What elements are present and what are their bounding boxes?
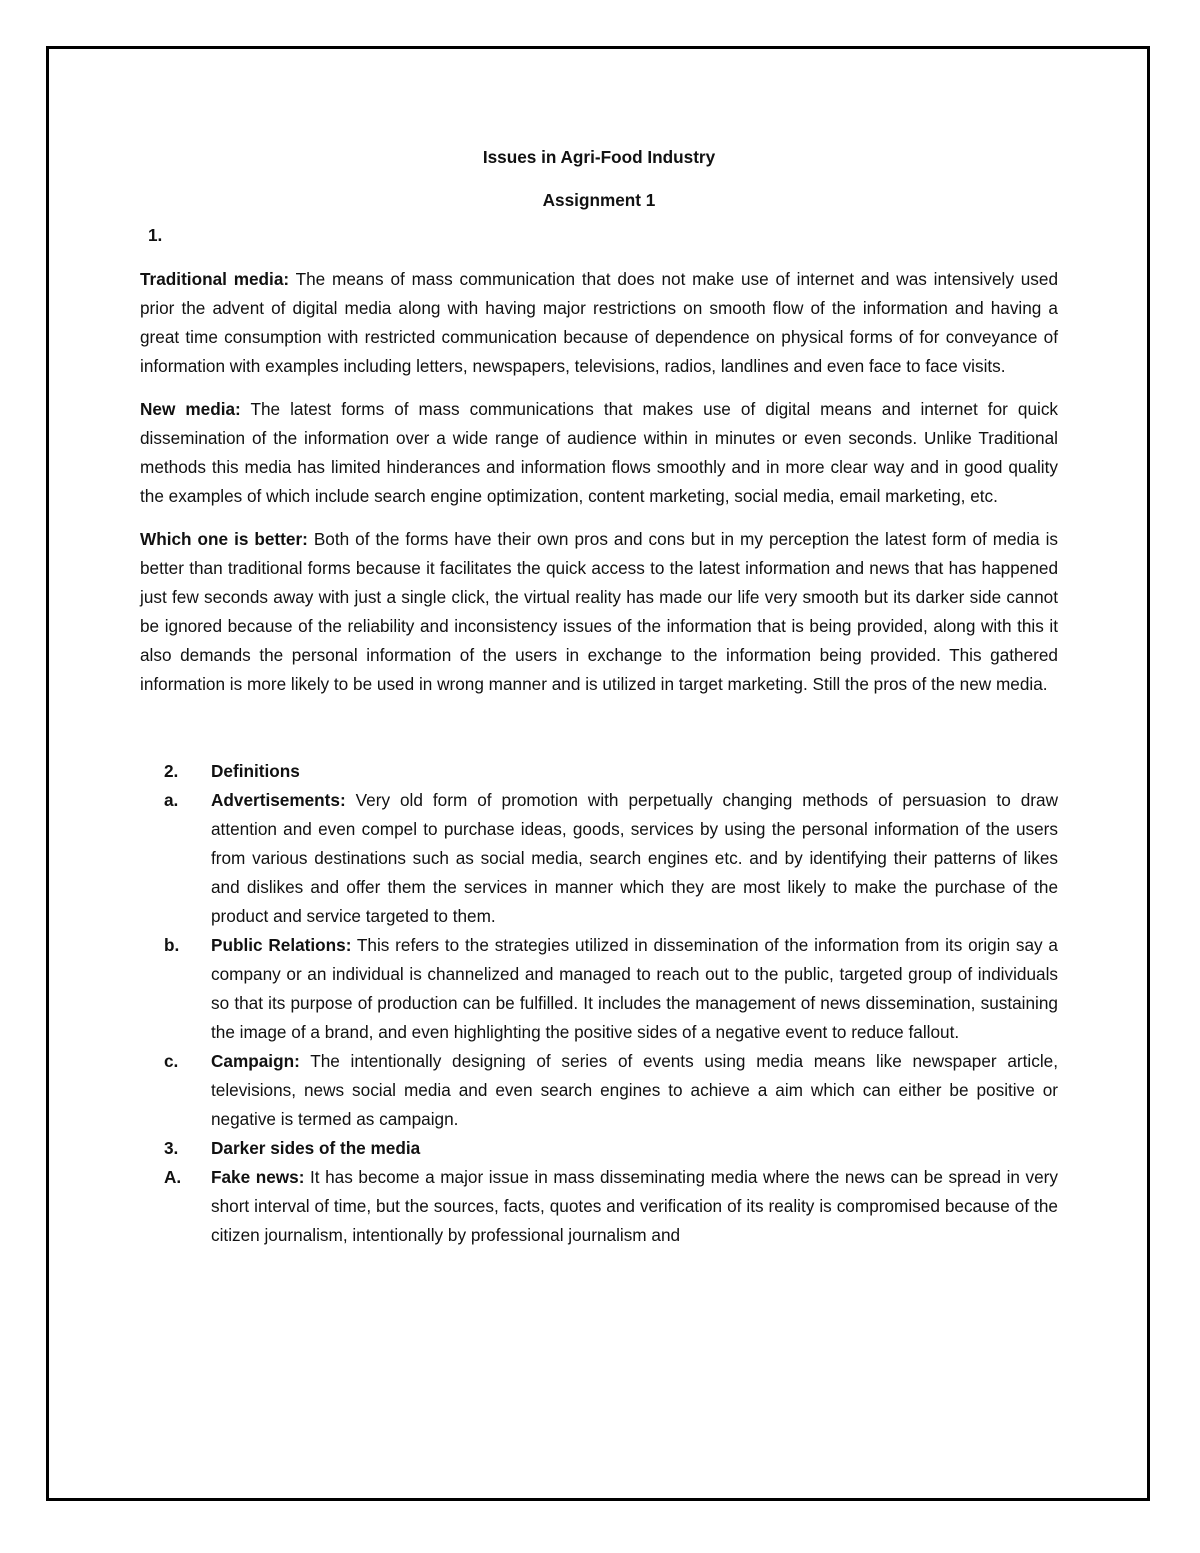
list-body (211, 931, 1058, 1047)
list-marker: A. (164, 1167, 182, 1187)
list-item-advertisements (140, 786, 1058, 931)
definition-advertisements: Very old form of promotion with perpetually changing methods of persuasion to draw attention and even compel to purchase ideas, goods, services by using the personal information of the users from various destinations such as social media, search engines etc. and by identifying their patterns of likes and dislikes and offer them the services in manner which they are most likely to make the purchase of the product and service targeted to them. (211, 790, 1058, 926)
list-body (211, 1047, 1058, 1134)
definition-new-media: The latest forms of mass communications that makes use of digital means and internet for quick dissemination of the information over a wide range of audience within in minutes or even seconds. Unlike Traditional methods this media has limited hinderances and information flows smoothly and in more clear way and in good quality the examples of which include search engine optimization, content marketing, social media, email marketing, etc. (140, 399, 1059, 506)
text-which-better: Both of the forms have their own pros and cons but in my perception the latest form of media is better than traditional forms because it facilitates the quick access to the latest information and news that has happened just few seconds away with just a single click, the virtual reality has made our life very smooth but its darker side cannot be ignored because of the reliability and inconsistency issues of the information that is being provided, along with this it also demands the personal information of the users in exchange to the information being provided. This gathered information is more likely to be used in wrong manner and is utilized in target marketing. Still the pros of the new media. (140, 529, 1058, 694)
term-public-relations: Public Relations: (211, 935, 352, 955)
paragraph-new-media (140, 395, 1058, 511)
definition-fake-news: It has become a major issue in mass disseminating media where the news can be spread in very short interval of time, but the sources, facts, quotes and verification of its reality is compromised because of the citizen journalism, intentionally by professional journalism and (211, 1167, 1058, 1245)
list-item-fake-news (140, 1163, 1058, 1250)
term-new-media: New media: (140, 399, 241, 419)
question-3-heading (140, 1134, 1058, 1163)
section-heading-darker-sides: Darker sides of the media (211, 1138, 421, 1158)
list-body (211, 786, 1058, 931)
definition-traditional-media: The means of mass communication that does not make use of internet and was intensively used prior the advent of digital media along with having major restrictions on smooth flow of the information and having a great time consumption with restricted communication because of dependence on physical forms of for conveyance of information with examples including letters, newspapers, televisions, radios, landlines and even face to face visits. (140, 269, 1059, 376)
list-item-campaign (140, 1047, 1058, 1134)
section-heading-definitions: Definitions (211, 761, 300, 781)
list-item-public-relations (140, 931, 1058, 1047)
paragraph-which-better (140, 525, 1058, 699)
term-fake-news: Fake news: (211, 1167, 305, 1187)
paragraph-traditional-media (140, 265, 1058, 381)
list-marker: c. (164, 1051, 179, 1071)
term-campaign: Campaign: (211, 1051, 300, 1071)
section-spacer (140, 713, 1058, 757)
document-title: Issues in Agri-Food Industry (482, 147, 716, 167)
definition-campaign: The intentionally designing of series of events using media means like newspaper article, televisions, news social media and even search engines to achieve a aim which can either be positive or negative is termed as campaign. (211, 1051, 1058, 1129)
document-subtitle: Assignment 1 (542, 190, 656, 210)
list-body (211, 1163, 1058, 1250)
list-marker: b. (164, 935, 180, 955)
term-advertisements: Advertisements: (211, 790, 346, 810)
document-body (140, 143, 1058, 1250)
term-traditional-media: Traditional media: (140, 269, 290, 289)
term-which-better: Which one is better: (140, 529, 308, 549)
definition-public-relations: This refers to the strategies utilized in dissemination of the information from its origin say a company or an individual is channelized and managed to reach out to the public, targeted group of individuals so that its purpose of production can be fulfilled. It includes the management of news dissemination, sustaining the image of a brand, and even highlighting the positive sides of a negative event to reduce fallout. (211, 935, 1058, 1042)
question-2-heading (140, 757, 1058, 786)
list-marker: 2. (164, 761, 179, 781)
question-1-number: 1. (148, 225, 163, 245)
list-marker: a. (164, 790, 179, 810)
list-marker: 3. (164, 1138, 179, 1158)
